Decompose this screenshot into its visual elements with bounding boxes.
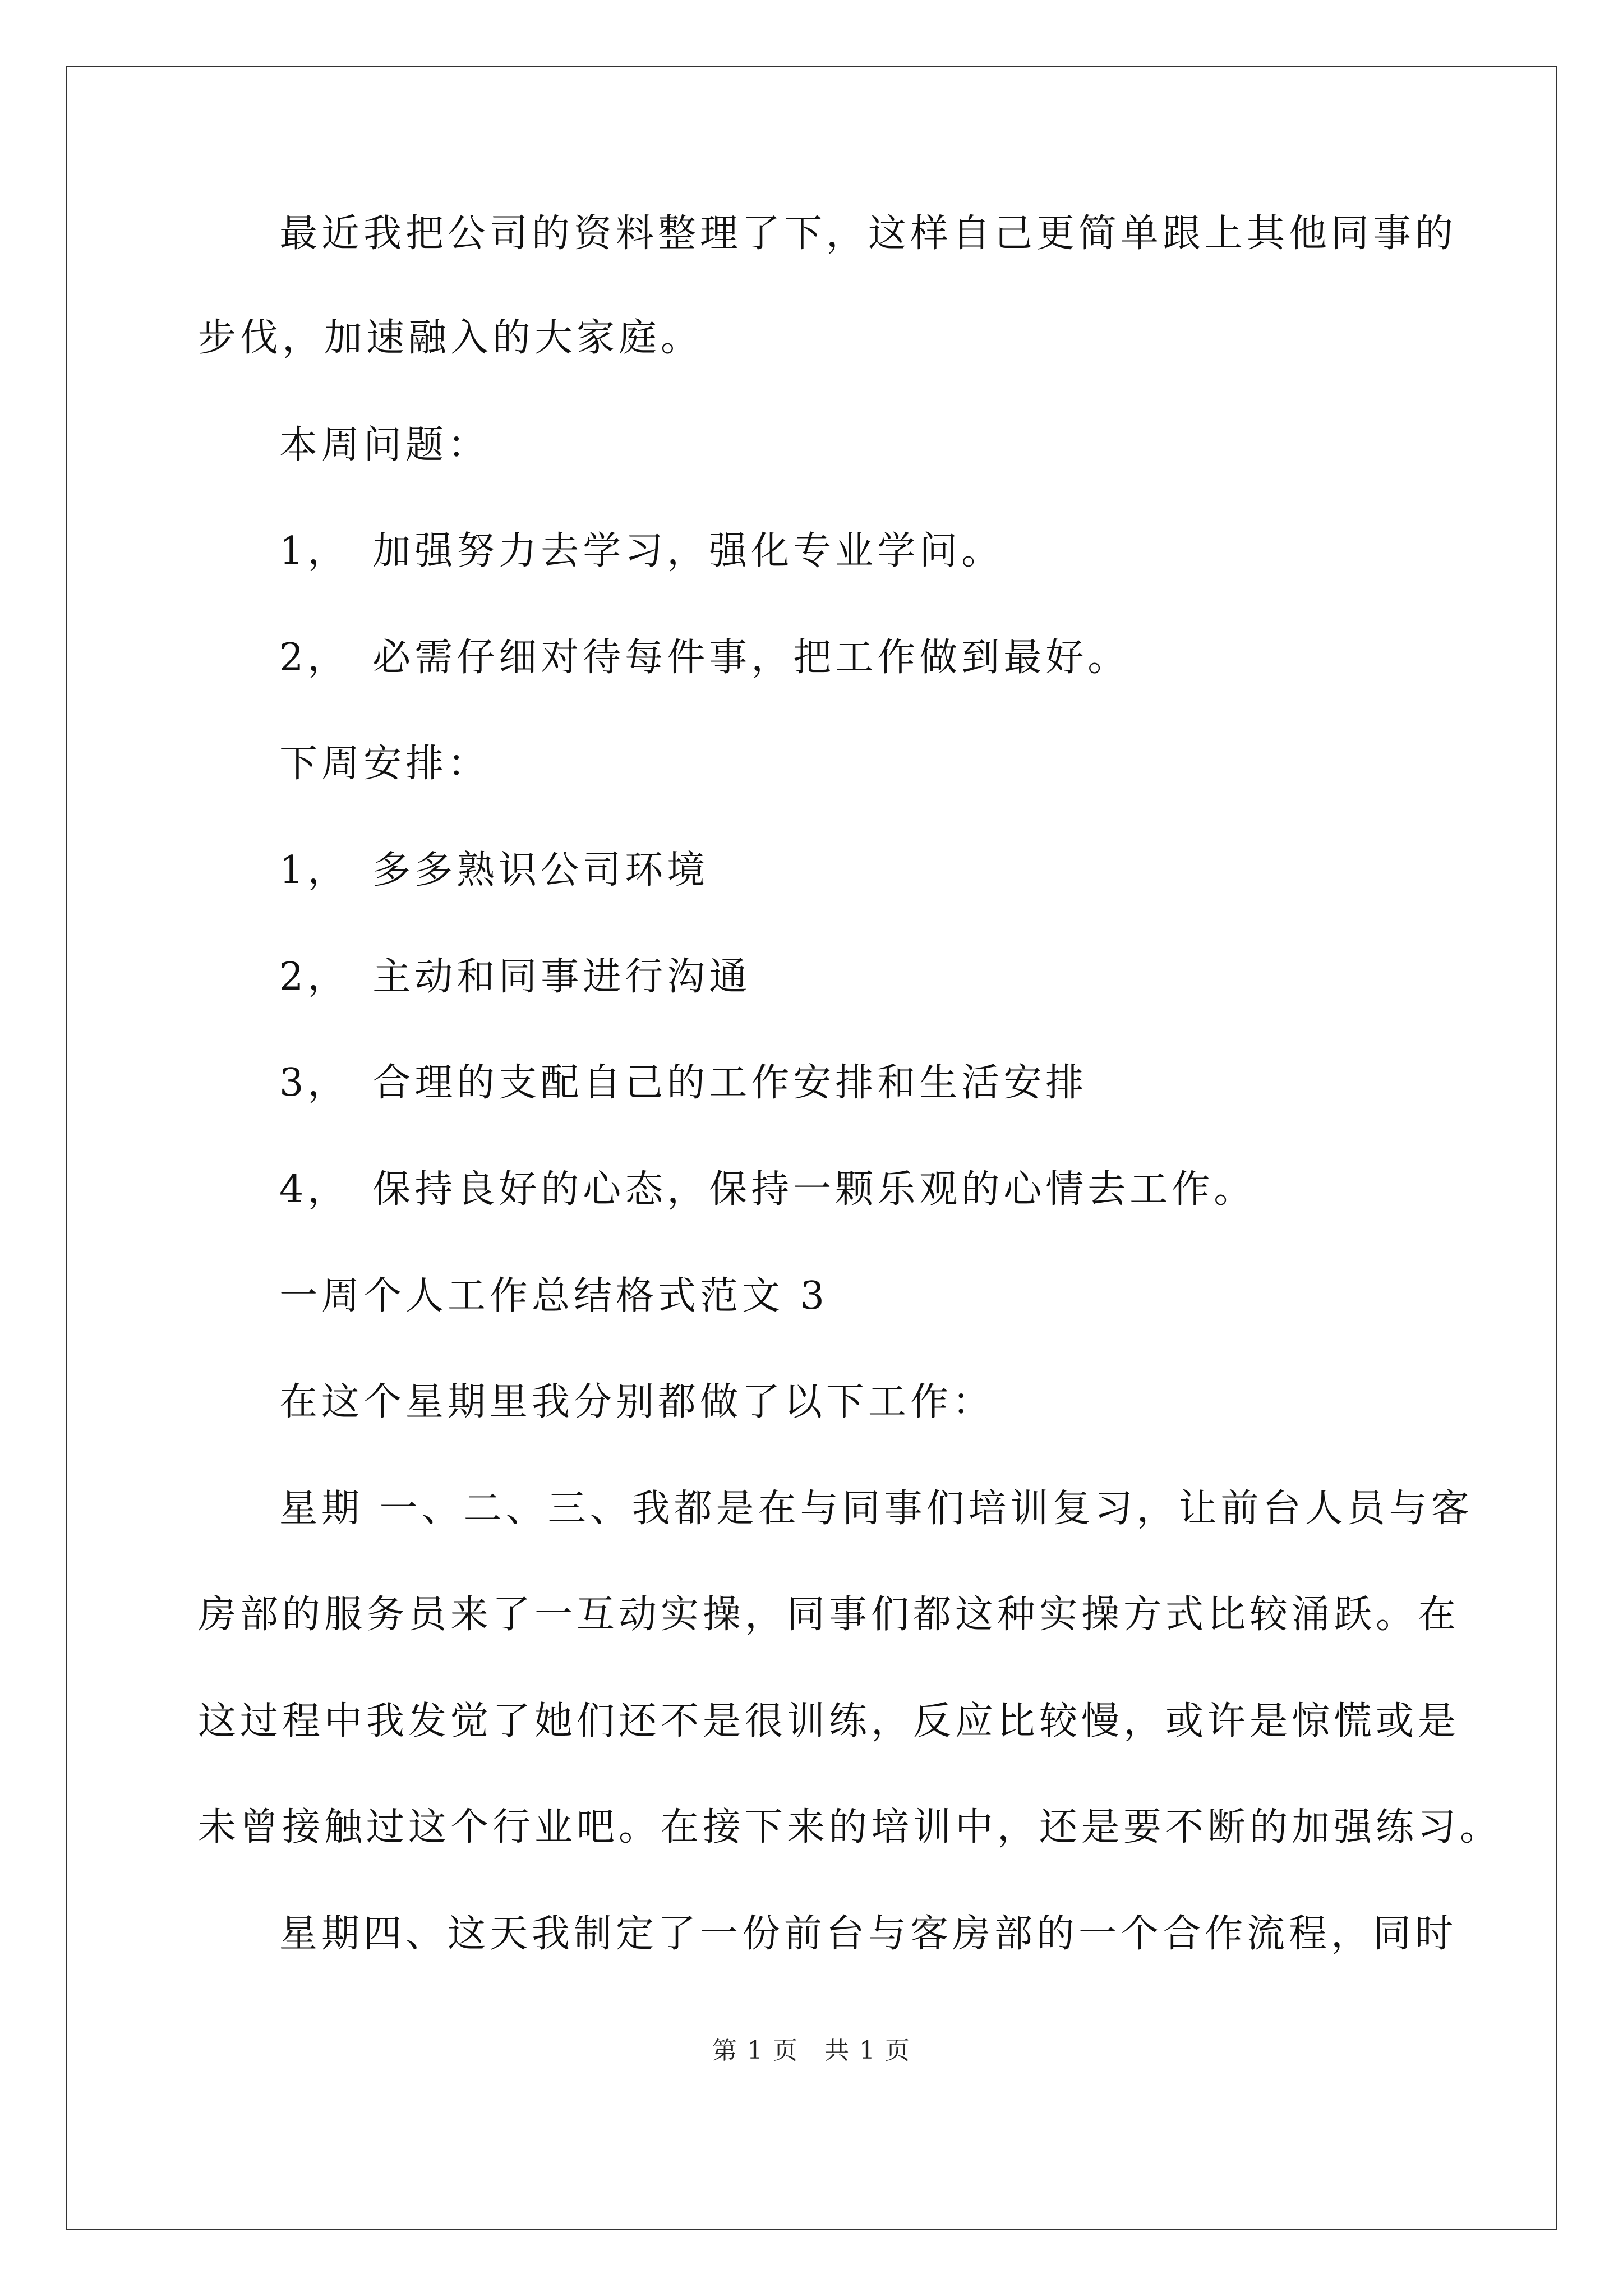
list-item: 1， 加强努力去学习，强化专业学问。 (279, 529, 1004, 573)
paragraph-line: 在这个星期里我分别都做了以下工作： (279, 1380, 995, 1424)
paragraph-line: 星期 一、二、三、我都是在与同事们培训复习，让前台人员与客 (279, 1487, 1473, 1531)
paragraph-line: 星期四、这天我制定了一份前台与客房部的一个合作流程，同时 (279, 1912, 1458, 1956)
page-footer: 第 1 页 共 1 页 (712, 2036, 911, 2065)
list-item: 1， 多多熟识公司环境 (279, 848, 709, 892)
paragraph-line: 这过程中我发觉了她们还不是很训练，反应比较慢，或许是惊慌或是 (198, 1699, 1460, 1743)
page-frame (66, 66, 1557, 2230)
section-heading: 下周安排： (279, 742, 490, 786)
paragraph-line: 未曾接触过这个行业吧。在接下来的培训中，还是要不断的加强练习。 (198, 1805, 1502, 1849)
document-subtitle: 一周个人工作总结格式范文 3 (279, 1274, 828, 1318)
paragraph-line: 房部的服务员来了一互动实操，同事们都这种实操方式比较涌跃。在 (198, 1593, 1460, 1637)
list-item: 4， 保持良好的心态，保持一颗乐观的心情去工作。 (279, 1167, 1256, 1212)
section-heading: 本周问题： (279, 423, 490, 467)
list-item: 3， 合理的支配自己的工作安排和生活安排 (279, 1061, 1088, 1105)
paragraph-line: 最近我把公司的资料整理了下，这样自己更简单跟上其他同事的 (279, 211, 1458, 256)
list-item: 2， 必需仔细对待每件事，把工作做到最好。 (279, 636, 1130, 680)
list-item: 2， 主动和同事进行沟通 (279, 955, 751, 999)
paragraph-line: 步伐，加速融入的大家庭。 (198, 316, 703, 360)
